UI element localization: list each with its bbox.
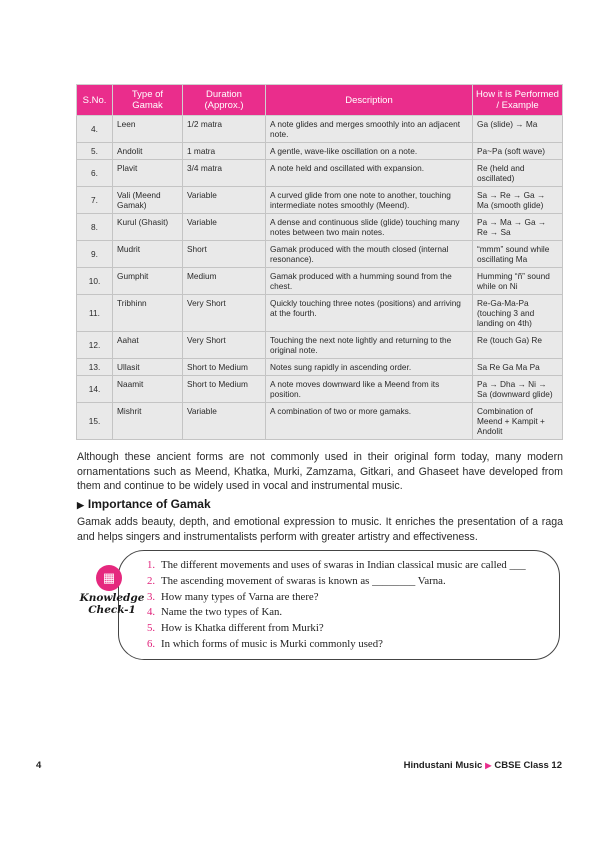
list-item: [147, 574, 526, 590]
question-text: The different movements and uses of swaras in Indian classical music are called ___: [161, 559, 526, 571]
cell-example: Pa → Dha → Ni → Sa (downward glide): [473, 376, 563, 403]
table-row: [77, 359, 563, 376]
triangle-bullet-icon: ▶: [77, 500, 84, 510]
table-row: [77, 116, 563, 143]
cell-example: Sa Re Ga Ma Pa: [473, 359, 563, 376]
paragraph-importance: Gamak adds beauty, depth, and emotional expression to music. It enriches the presentation of a raga and helps singers and instrumentalists perform with greater artistry and effectiveness.: [77, 516, 563, 543]
cell-type: Plavit: [113, 160, 183, 187]
cell-type: Gumphit: [113, 268, 183, 295]
cell-type: Leen: [113, 116, 183, 143]
grid-badge-icon: ▦: [96, 565, 122, 591]
table-row: [77, 241, 563, 268]
knowledge-check-label: Knowledge Check-1: [79, 592, 145, 616]
list-item: [147, 621, 526, 637]
cell-sno: 13.: [77, 359, 113, 376]
cell-example: Re (touch Ga) Re: [473, 332, 563, 359]
cell-example: Sa → Re → Ga → Ma (smooth glide): [473, 187, 563, 214]
table-row: [77, 268, 563, 295]
cell-example: Humming “ñ” sound while on Ni: [473, 268, 563, 295]
table-body: [77, 116, 563, 440]
cell-type: Mudrit: [113, 241, 183, 268]
table-row: [77, 187, 563, 214]
table-row: [77, 403, 563, 440]
list-item: [147, 590, 526, 606]
cell-example: Ga (slide) → Ma: [473, 116, 563, 143]
section-heading-text: Importance of Gamak: [87, 497, 211, 511]
gamak-table: [76, 84, 563, 440]
cell-type: Kurul (Ghasit): [113, 214, 183, 241]
cell-sno: 15.: [77, 403, 113, 440]
table-row: [77, 332, 563, 359]
cell-example: Re-Ga-Ma-Pa (touching 3 and landing on 4th): [473, 295, 563, 332]
cell-sno: 8.: [77, 214, 113, 241]
cell-description: A note held and oscillated with expansion.: [266, 160, 473, 187]
cell-type: Vali (Meend Gamak): [113, 187, 183, 214]
list-item: [147, 637, 526, 653]
section-heading: [77, 497, 211, 511]
cell-duration: Medium: [183, 268, 266, 295]
cell-type: Naamit: [113, 376, 183, 403]
cell-example: Pa~Pa (soft wave): [473, 143, 563, 160]
cell-sno: 6.: [77, 160, 113, 187]
question-number: 5.: [147, 622, 156, 635]
cell-description: Gamak produced with a humming sound from the chest.: [266, 268, 473, 295]
question-text: Name the two types of Kan.: [161, 606, 283, 619]
cell-example: Pa → Ma → Ga → Re → Sa: [473, 214, 563, 241]
cell-example: “mmm” sound while oscillating Ma: [473, 241, 563, 268]
table-row: [77, 376, 563, 403]
header-type: Type of Gamak: [113, 85, 183, 116]
cell-description: Quickly touching three notes (positions) and arriving at the fourth.: [266, 295, 473, 332]
cell-duration: Very Short: [183, 332, 266, 359]
cell-description: Gamak produced with the mouth closed (internal resonance).: [266, 241, 473, 268]
cell-description: A gentle, wave-like oscillation on a note.: [266, 143, 473, 160]
paragraph-ancient-forms: Although these ancient forms are not commonly used in their original form today, many modern ornamentations such as Meend, Khatka, Murki, Zamzama, Gitkari, and Ghaseet have developed from them and continue to be widely used in vocal and instrumental music.: [77, 451, 563, 493]
cell-type: Tribhinn: [113, 295, 183, 332]
table-row: [77, 160, 563, 187]
list-item: [147, 605, 526, 621]
question-number: 6.: [147, 637, 156, 650]
cell-duration: 1 matra: [183, 143, 266, 160]
cell-type: Andolit: [113, 143, 183, 160]
cell-description: A combination of two or more gamaks.: [266, 403, 473, 440]
table-row: [77, 143, 563, 160]
cell-duration: Variable: [183, 187, 266, 214]
cell-sno: 5.: [77, 143, 113, 160]
question-text: How many types of Varna are there?: [161, 590, 319, 603]
cell-description: Notes sung rapidly in ascending order.: [266, 359, 473, 376]
question-text: How is Khatka different from Murki?: [161, 622, 324, 635]
book-subject: Hindustani Music: [403, 760, 483, 771]
triangle-separator-icon: ▶: [485, 761, 492, 770]
cell-sno: 10.: [77, 268, 113, 295]
question-number: 4.: [147, 606, 156, 619]
question-text: The ascending movement of swaras is known as ________ Varna.: [161, 574, 446, 587]
cell-sno: 9.: [77, 241, 113, 268]
cell-type: Mishrit: [113, 403, 183, 440]
cell-type: Ullasit: [113, 359, 183, 376]
question-text: In which forms of music is Murki commonly used?: [161, 637, 383, 650]
question-number: 2.: [147, 574, 156, 587]
question-number: 3.: [147, 590, 156, 603]
cell-duration: 1/2 matra: [183, 116, 266, 143]
header-description: Description: [266, 85, 473, 116]
page-number: 4: [36, 760, 42, 771]
cell-sno: 11.: [77, 295, 113, 332]
book-class: CBSE Class 12: [494, 760, 562, 771]
cell-description: Touching the next note lightly and returning to the original note.: [266, 332, 473, 359]
cell-duration: Variable: [183, 214, 266, 241]
cell-duration: Short to Medium: [183, 376, 266, 403]
knowledge-check-questions: [147, 558, 526, 653]
cell-description: A note glides and merges smoothly into an adjacent note.: [266, 116, 473, 143]
question-number: 1.: [147, 559, 156, 571]
cell-sno: 7.: [77, 187, 113, 214]
header-sno: S.No.: [77, 85, 113, 116]
cell-description: A note moves downward like a Meend from its position.: [266, 376, 473, 403]
book-footer: [404, 760, 562, 771]
table-row: [77, 295, 563, 332]
cell-sno: 12.: [77, 332, 113, 359]
table-header-row: [77, 85, 563, 116]
cell-duration: Very Short: [183, 295, 266, 332]
cell-duration: 3/4 matra: [183, 160, 266, 187]
cell-duration: Variable: [183, 403, 266, 440]
cell-example: Combination of Meend + Kampit + Andolit: [473, 403, 563, 440]
header-duration: Duration (Approx.): [183, 85, 266, 116]
cell-description: A curved glide from one note to another, touching intermediate notes smoothly (Meend).: [266, 187, 473, 214]
header-example: How it is Performed / Example: [473, 85, 563, 116]
cell-description: A dense and continuous slide (glide) touching many notes between two main notes.: [266, 214, 473, 241]
cell-type: Aahat: [113, 332, 183, 359]
cell-duration: Short to Medium: [183, 359, 266, 376]
cell-example: Re (held and oscillated): [473, 160, 563, 187]
cell-sno: 14.: [77, 376, 113, 403]
list-item: [147, 558, 526, 574]
cell-sno: 4.: [77, 116, 113, 143]
cell-duration: Short: [183, 241, 266, 268]
table-row: [77, 214, 563, 241]
